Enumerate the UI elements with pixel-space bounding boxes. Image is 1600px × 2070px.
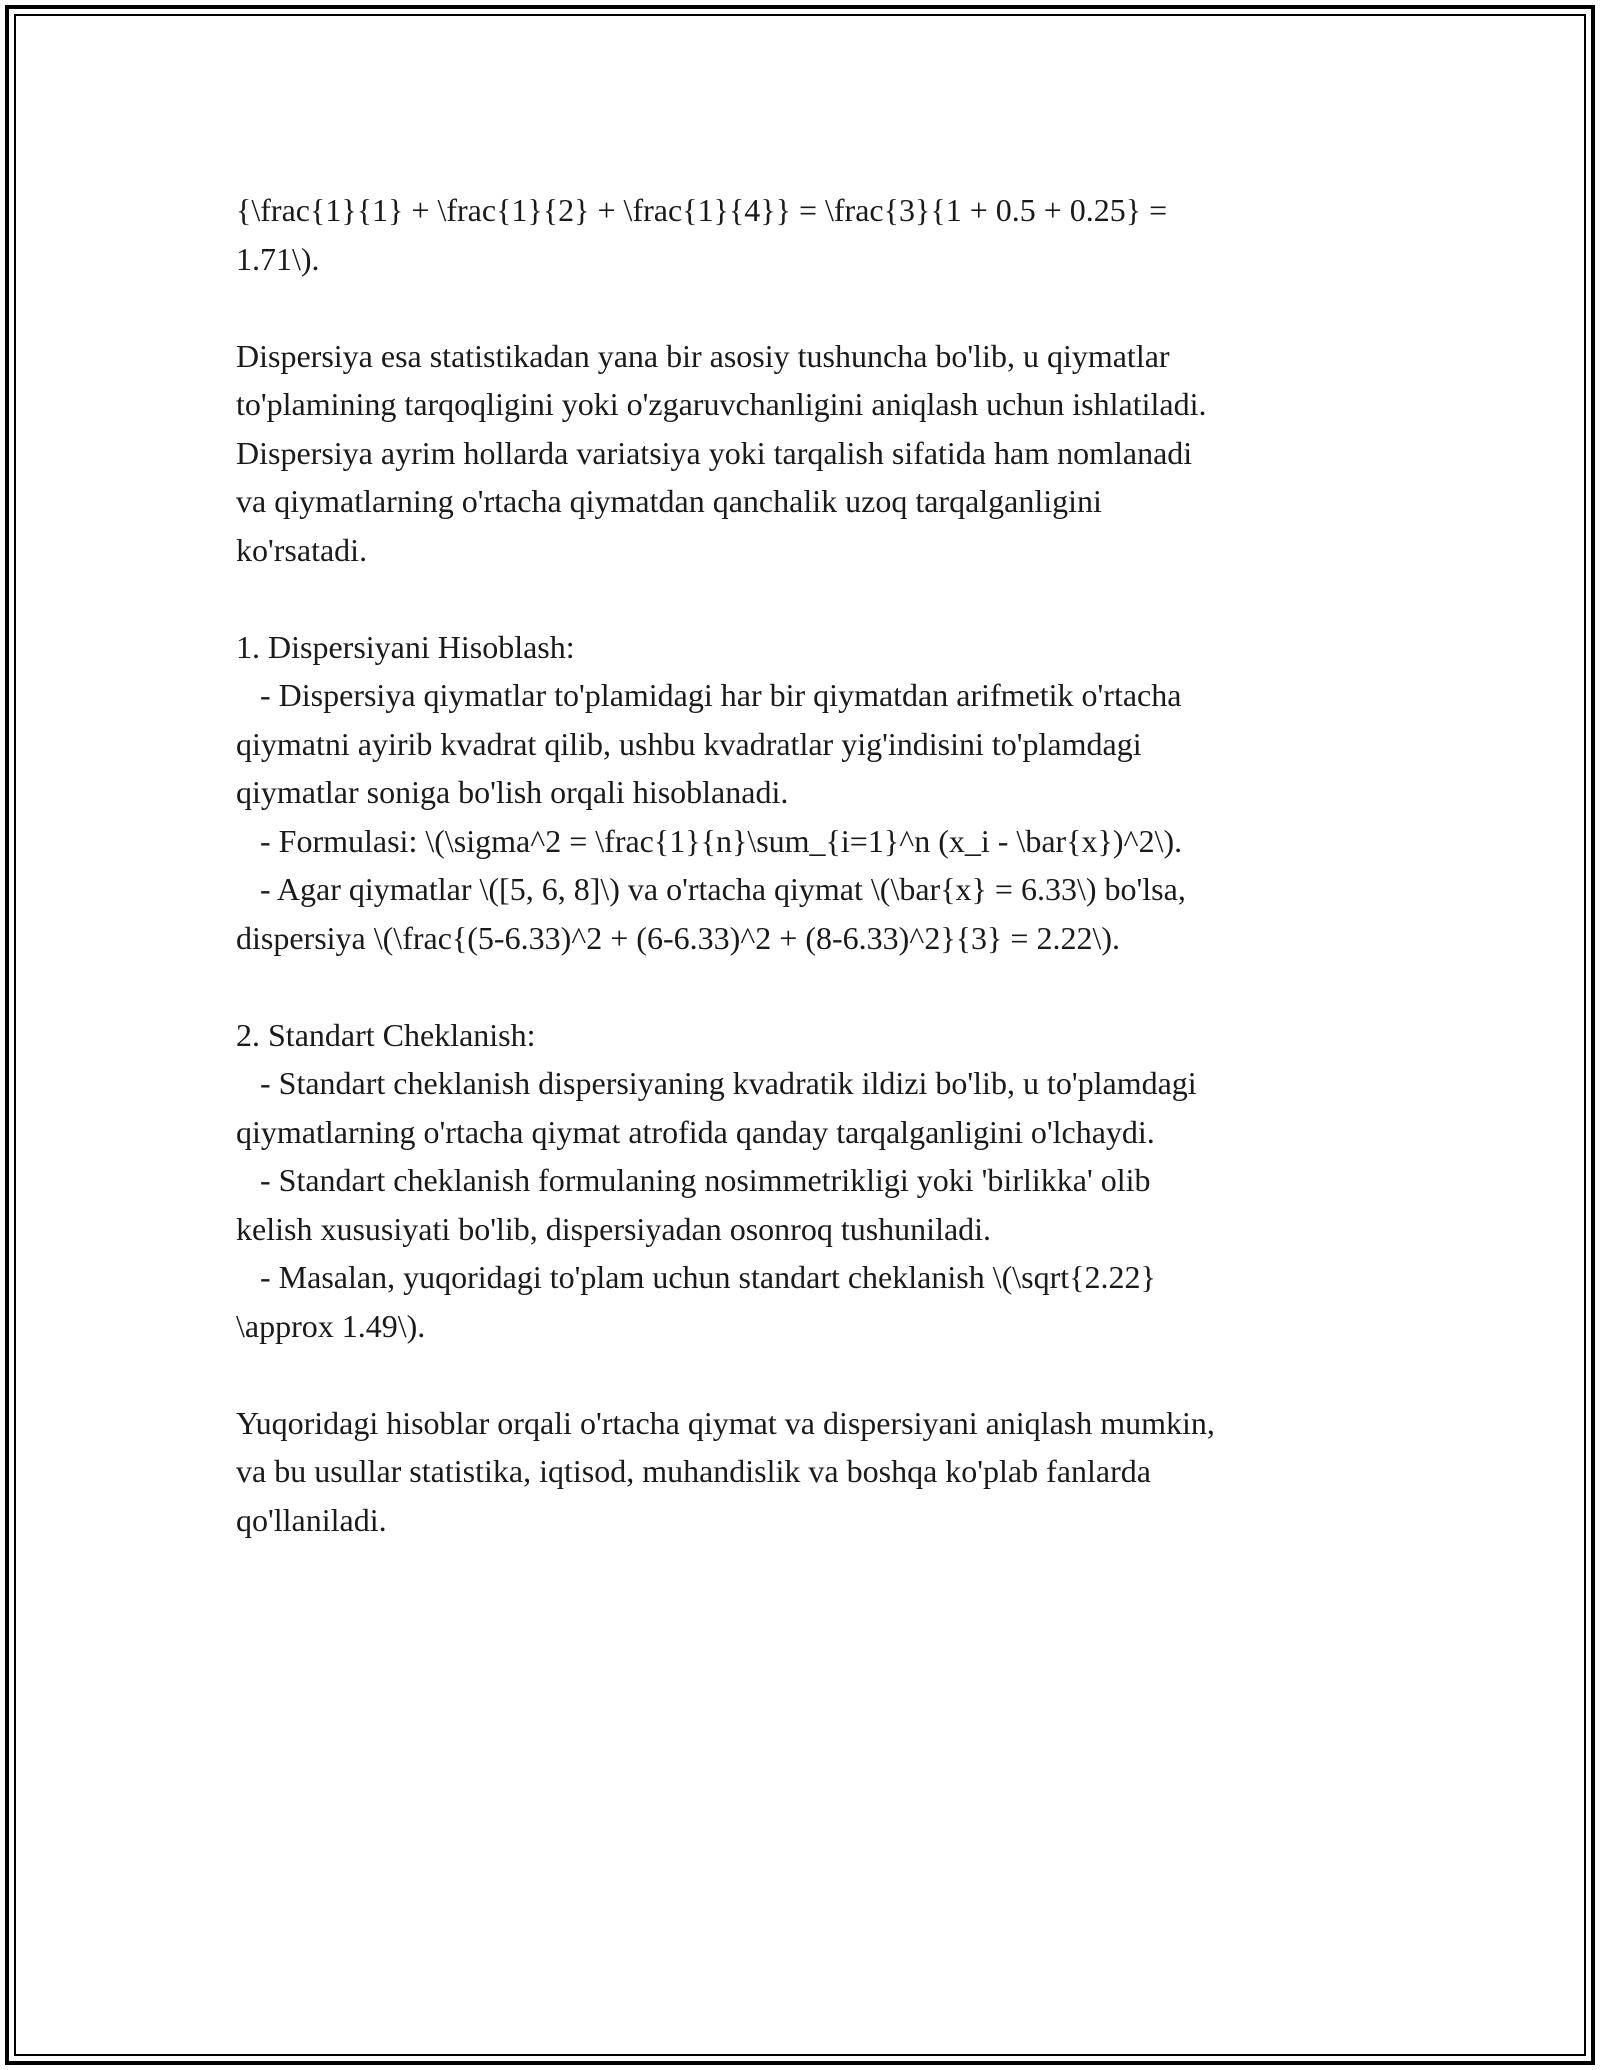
text-line: {\frac{1}{1} + \frac{1}{2} + \frac{1}{4}} = \frac{3}{1 + 0.5 + 0.25} =: [236, 192, 1168, 228]
text-line: to'plamining tarqoqligini yoki o'zgaruvchanligini aniqlash uchun ishlatiladi.: [236, 386, 1207, 422]
text-line: 1.71\).: [236, 240, 320, 277]
text-line: Dispersiya ayrim hollarda variatsiya yoki tarqalish sifatida ham nomlanadi: [236, 434, 1193, 471]
paragraph-dispersiya-intro: [236, 332, 1386, 575]
document-body: [236, 186, 1386, 1593]
paragraph-standart-cheklanish: [236, 1011, 1386, 1351]
text-line: - Formulasi: \(\sigma^2 = \frac{1}{n}\sum_{i=1}^n (x_i - \bar{x})^2\).: [236, 822, 1183, 859]
text-line: qo'llaniladi.: [236, 1501, 387, 1538]
paragraph-conclusion: [236, 1399, 1386, 1545]
text-line: va qiymatlarning o'rtacha qiymatdan qanchalik uzoq tarqalganligini: [236, 483, 1102, 519]
section-heading: 2. Standart Cheklanish:: [236, 1016, 536, 1053]
text-line: qiymatni ayirib kvadrat qilib, ushbu kvadratlar yig'indisini to'plamdagi: [236, 725, 1142, 762]
paragraph-formula-continuation: [236, 186, 1386, 283]
text-line: - Agar qiymatlar \([5, 6, 8]\) va o'rtacha qiymat \(\bar{x} = 6.33\) bo'lsa,: [236, 871, 1186, 907]
text-line: va bu usullar statistika, iqtisod, muhandislik va boshqa ko'plab fanlarda: [236, 1453, 1151, 1489]
text-line: qiymatlarning o'rtacha qiymat atrofida qanday tarqalganligini o'lchaydi.: [236, 1113, 1155, 1150]
text-line: - Masalan, yuqoridagi to'plam uchun standart cheklanish \(\sqrt{2.22}: [236, 1259, 1156, 1295]
text-line: kelish xususiyati bo'lib, dispersiyadan osonroq tushuniladi.: [236, 1210, 992, 1247]
text-line: dispersiya \(\frac{(5-6.33)^2 + (6-6.33)^2 + (8-6.33)^2}{3} = 2.22\).: [236, 919, 1120, 956]
section-heading: 1. Dispersiyani Hisoblash:: [236, 628, 575, 665]
text-line: ko'rsatadi.: [236, 531, 368, 568]
text-line: qiymatlar soniga bo'lish orqali hisoblanadi.: [236, 774, 789, 810]
text-line: \approx 1.49\).: [236, 1307, 426, 1344]
text-line: - Dispersiya qiymatlar to'plamidagi har bir qiymatdan arifmetik o'rtacha: [236, 677, 1182, 713]
text-line: Dispersiya esa statistikadan yana bir asosiy tushuncha bo'lib, u qiymatlar: [236, 337, 1170, 374]
text-line: - Standart cheklanish dispersiyaning kvadratik ildizi bo'lib, u to'plamdagi: [236, 1065, 1197, 1101]
text-line: - Standart cheklanish formulaning nosimmetrikligi yoki 'birlikka' olib: [236, 1162, 1151, 1198]
text-line: Yuqoridagi hisoblar orqali o'rtacha qiymat va dispersiyani aniqlash mumkin,: [236, 1404, 1215, 1441]
paragraph-dispersiya-hisoblash: [236, 623, 1386, 963]
